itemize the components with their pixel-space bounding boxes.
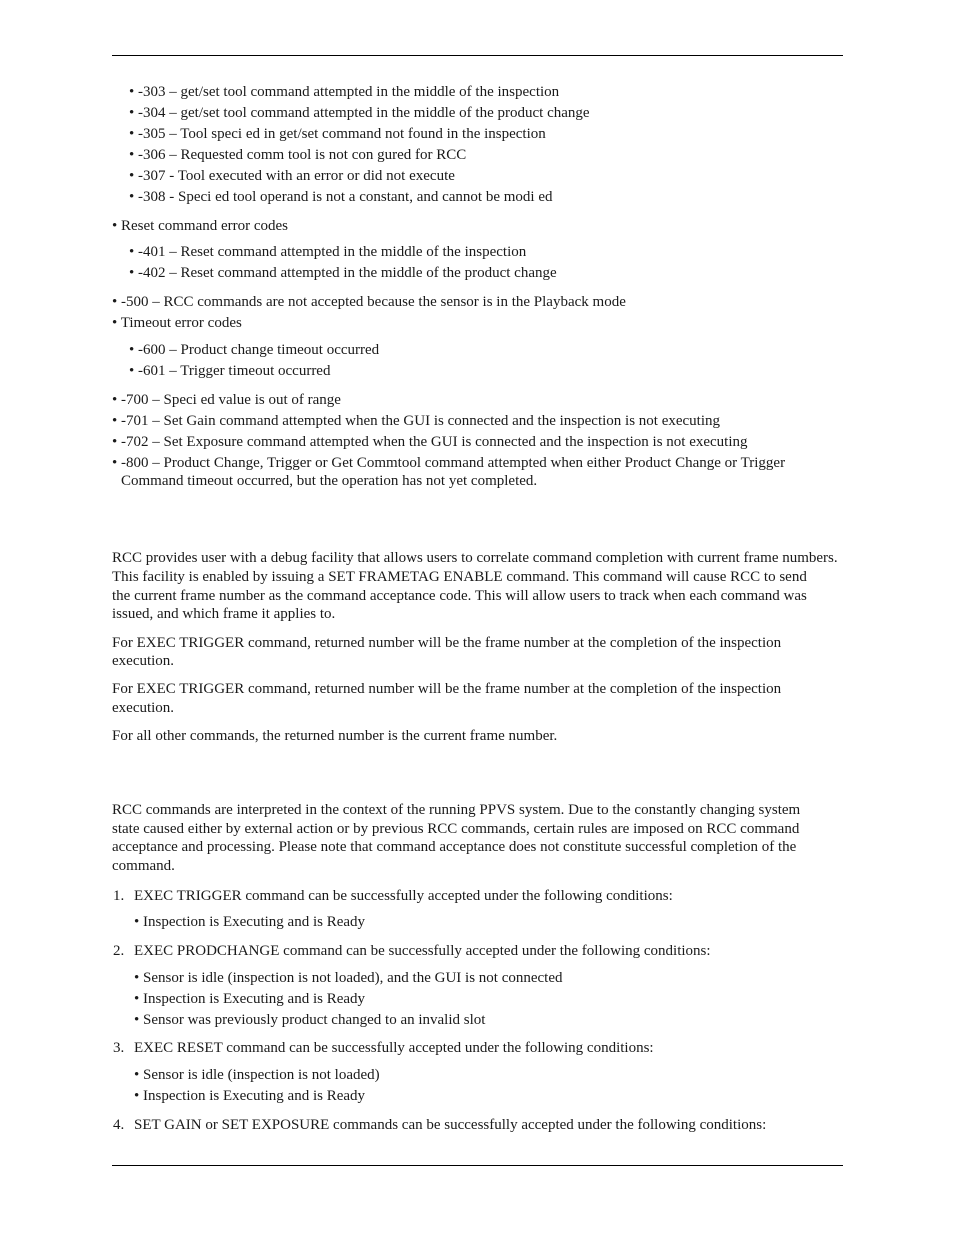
rules-intro-line3: acceptance and processing. Please note that command acceptance does not constitute successful completion of the bbox=[112, 839, 797, 855]
frametag-para2-line2: execution. bbox=[112, 653, 175, 669]
frametag-para3-line1: For EXEC TRIGGER command, returned number will be the frame number at the completion of the inspection bbox=[112, 681, 782, 697]
rule-2-condition-3: • Sensor was previously product changed to an invalid slot bbox=[134, 1012, 486, 1028]
rule-2-number: 2. bbox=[113, 943, 125, 959]
rule-3-number: 3. bbox=[113, 1040, 125, 1056]
error-307: • -307 - Tool executed with an error or did not execute bbox=[129, 168, 455, 184]
frametag-para1-line2: This facility is enabled by issuing a SET FRAMETAG ENABLE command. This command will cause RCC to send bbox=[112, 569, 807, 585]
rule-4-number: 4. bbox=[113, 1117, 125, 1133]
frametag-para1-line4: issued, and which frame it applies to. bbox=[112, 606, 336, 622]
rule-1-number: 1. bbox=[113, 888, 125, 904]
error-303: • -303 – get/set tool command attempted in the middle of the inspection bbox=[129, 84, 560, 100]
timeout-heading: • Timeout error codes bbox=[112, 315, 242, 331]
error-702: • -702 – Set Exposure command attempted when the GUI is connected and the inspection is not executing bbox=[112, 434, 748, 450]
rule-3-condition-2: • Inspection is Executing and is Ready bbox=[134, 1088, 366, 1104]
error-306: • -306 – Requested comm tool is not con gured for RCC bbox=[129, 147, 467, 163]
frametag-para4: For all other commands, the returned number is the current frame number. bbox=[112, 728, 558, 744]
reset-heading: • Reset command error codes bbox=[112, 218, 289, 234]
error-308: • -308 - Speci ed tool operand is not a constant, and cannot be modi ed bbox=[129, 189, 553, 205]
rule-1-text: EXEC TRIGGER command can be successfully accepted under the following conditions: bbox=[134, 888, 673, 904]
error-600: • -600 – Product change timeout occurred bbox=[129, 342, 380, 358]
rule-1-condition-1: • Inspection is Executing and is Ready bbox=[134, 914, 366, 930]
error-800-line1: • -800 – Product Change, Trigger or Get Commtool command attempted when either Product Change or Trigger bbox=[112, 455, 786, 471]
error-401: • -401 – Reset command attempted in the middle of the inspection bbox=[129, 244, 527, 260]
rule-2-condition-2: • Inspection is Executing and is Ready bbox=[134, 991, 366, 1007]
error-800-line2: Command timeout occurred, but the operation has not yet completed. bbox=[121, 473, 538, 489]
rule-4-text: SET GAIN or SET EXPOSURE commands can be successfully accepted under the following conditions: bbox=[134, 1117, 767, 1133]
rule-2-text: EXEC PRODCHANGE command can be successfully accepted under the following conditions: bbox=[134, 943, 711, 959]
error-500: • -500 – RCC commands are not accepted because the sensor is in the Playback mode bbox=[112, 294, 626, 310]
rule-3-text: EXEC RESET command can be successfully accepted under the following conditions: bbox=[134, 1040, 654, 1056]
error-601: • -601 – Trigger timeout occurred bbox=[129, 363, 331, 379]
frametag-para1-line1: RCC provides user with a debug facility that allows users to correlate command completion with current frame numbers. bbox=[112, 550, 838, 566]
rule-3-condition-1: • Sensor is idle (inspection is not loaded) bbox=[134, 1067, 380, 1083]
rule-2-condition-1: • Sensor is idle (inspection is not loaded), and the GUI is not connected bbox=[134, 970, 563, 986]
error-305: • -305 – Tool speci ed in get/set command not found in the inspection bbox=[129, 126, 546, 142]
error-701: • -701 – Set Gain command attempted when the GUI is connected and the inspection is not executing bbox=[112, 413, 721, 429]
header-rule bbox=[112, 55, 843, 56]
error-402: • -402 – Reset command attempted in the middle of the product change bbox=[129, 265, 557, 281]
rules-intro-line2: state caused either by external action or by previous RCC commands, certain rules are imposed on RCC command bbox=[112, 821, 800, 837]
frametag-para1-line3: the current frame number as the command acceptance code. This will allow users to track when each command was bbox=[112, 588, 807, 604]
error-304: • -304 – get/set tool command attempted in the middle of the product change bbox=[129, 105, 590, 121]
rules-intro-line1: RCC commands are interpreted in the context of the running PPVS system. Due to the constantly changing system bbox=[112, 802, 801, 818]
frametag-para2-line1: For EXEC TRIGGER command, returned number will be the frame number at the completion of the inspection bbox=[112, 635, 782, 651]
rules-intro-line4: command. bbox=[112, 858, 175, 874]
footer-rule bbox=[112, 1165, 843, 1166]
error-700: • -700 – Speci ed value is out of range bbox=[112, 392, 341, 408]
frametag-para3-line2: execution. bbox=[112, 700, 175, 716]
